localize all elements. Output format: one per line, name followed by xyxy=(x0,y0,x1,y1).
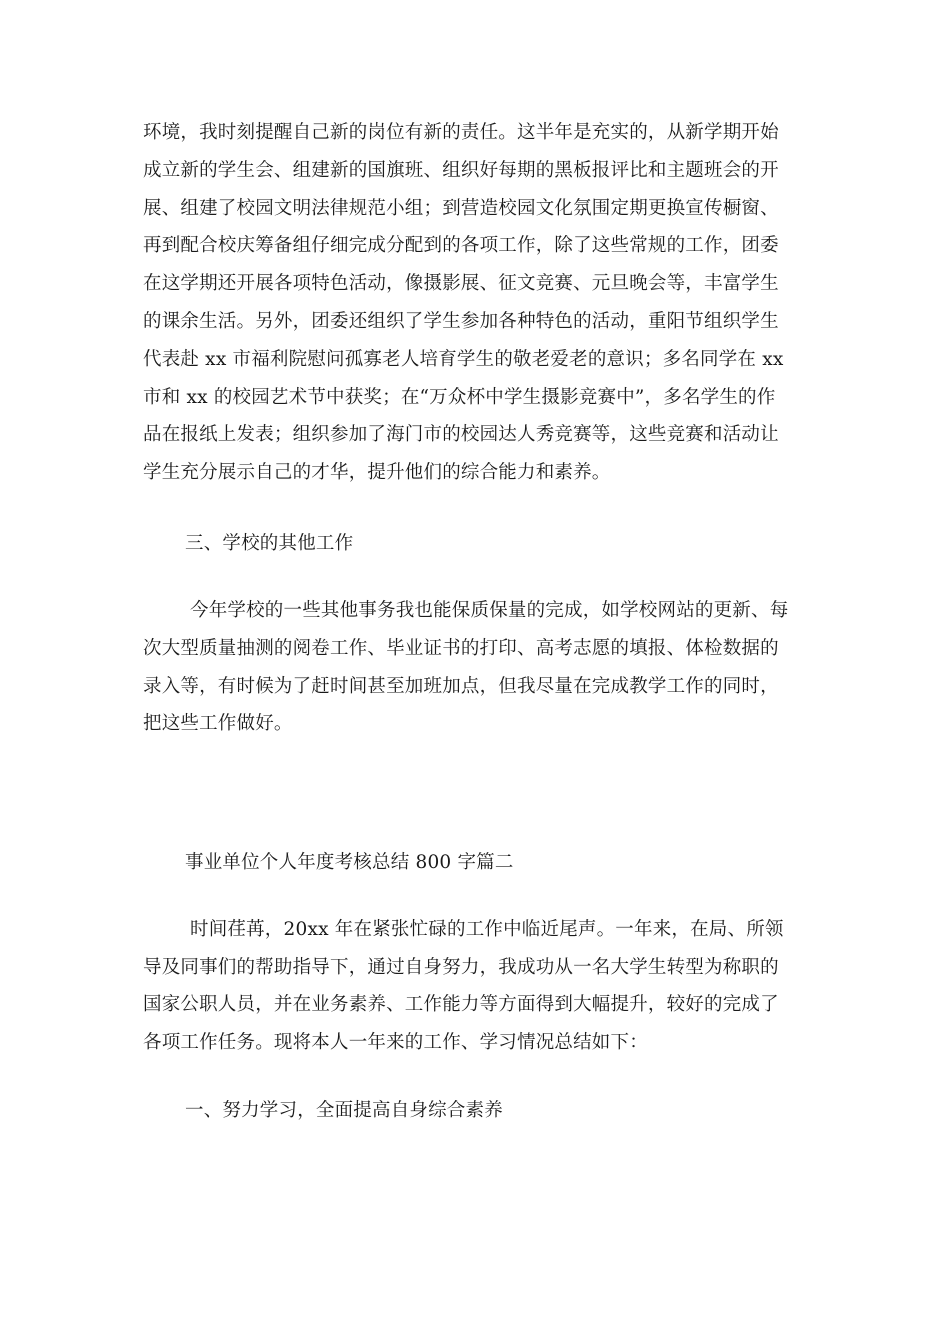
paragraph-line: 成立新的学生会、组建新的国旗班、组织好每期的黑板报评比和主题班会的开 xyxy=(143,160,779,181)
paragraph-line: 时间荏苒，20xx 年在紧张忙碌的工作中临近尾声。一年来，在局、所领 xyxy=(190,919,784,940)
paragraph-line: 国家公职人员，并在业务素养、工作能力等方面得到大幅提升，较好的完成了 xyxy=(143,994,779,1015)
paragraph-line: 学生充分展示自己的才华，提升他们的综合能力和素养。 xyxy=(143,462,611,483)
paragraph-line: 今年学校的一些其他事务我也能保质保量的完成，如学校网站的更新、每 xyxy=(190,600,789,621)
paragraph-line: 次大型质量抽测的阅卷工作、毕业证书的打印、高考志愿的填报、体检数据的 xyxy=(143,638,779,659)
paragraph-line: 录入等，有时候为了赶时间甚至加班加点，但我尽量在完成教学工作的同时， xyxy=(143,676,779,697)
paragraph-line: 各项工作任务。现将本人一年来的工作、学习情况总结如下： xyxy=(143,1032,648,1053)
section-heading-other-work: 三、学校的其他工作 xyxy=(185,533,354,554)
paragraph-line: 再到配合校庆筹备组仔细完成分配到的各项工作，除了这些常规的工作，团委 xyxy=(143,235,779,256)
paragraph-line: 代表赴 xx 市福利院慰问孤寡老人培育学生的敬老爱老的意识；多名同学在 xx xyxy=(143,349,784,370)
paragraph-line: 市和 xx 的校园艺术节中获奖；在“万众杯中学生摄影竞赛中”，多名学生的作 xyxy=(143,387,776,408)
paragraph-line: 的课余生活。另外，团委还组织了学生参加各种特色的活动，重阳节组织学生 xyxy=(143,311,779,332)
paragraph-line: 导及同事们的帮助指导下，通过自身努力，我成功从一名大学生转型为称职的 xyxy=(143,957,779,978)
paragraph-line: 展、组建了校园文明法律规范小组；到营造校园文化氛围定期更换宣传橱窗、 xyxy=(143,198,779,219)
section-heading-study: 一、努力学习，全面提高自身综合素养 xyxy=(185,1100,503,1121)
paragraph-line: 在这学期还开展各项特色活动，像摄影展、征文竞赛、元旦晚会等，丰富学生 xyxy=(143,273,779,294)
paragraph-line: 把这些工作做好。 xyxy=(143,713,293,734)
article-title: 事业单位个人年度考核总结 800 字篇二 xyxy=(185,852,514,873)
paragraph-line: 环境，我时刻提醒自己新的岗位有新的责任。这半年是充实的，从新学期开始 xyxy=(143,122,779,143)
paragraph-line: 品在报纸上发表；组织参加了海门市的校园达人秀竞赛等，这些竞赛和活动让 xyxy=(143,424,779,445)
